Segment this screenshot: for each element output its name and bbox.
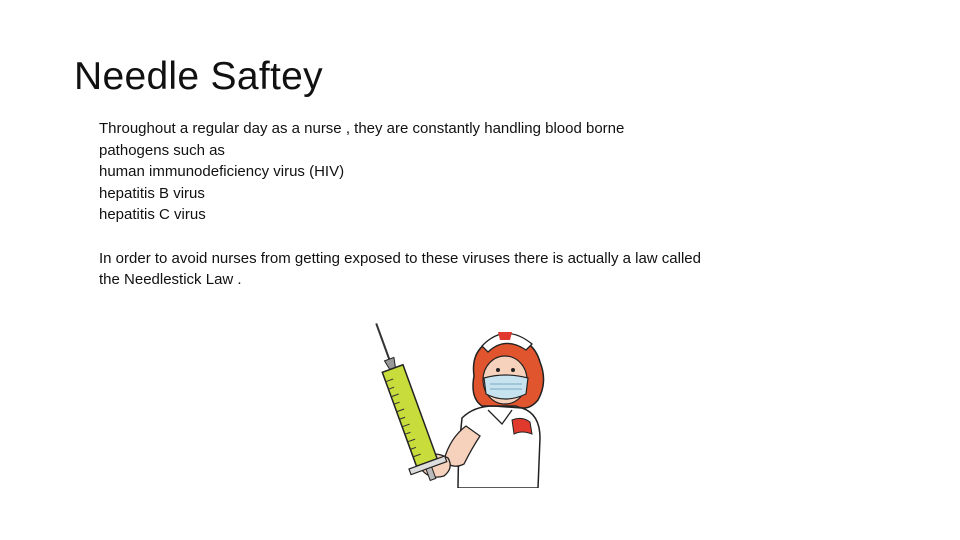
slide-body (99, 118, 719, 291)
body-line: Throughout a regular day as a nurse , they are constantly handling blood borne (99, 120, 625, 137)
nurse-with-syringe-icon (362, 318, 562, 488)
slide-title: Needle Saftey (74, 55, 323, 98)
nurse-armband (512, 418, 532, 434)
body-line: hepatitis B virus (99, 184, 205, 202)
syringe-icon (362, 318, 451, 486)
nurse-mask (484, 375, 528, 399)
body-line: pathogens such as (99, 141, 225, 159)
body-line: human immunodeficiency virus (HIV) (99, 163, 345, 180)
needlestick-law-paragraph: In order to avoid nurses from getting exposed to these viruses there is actually a law called the Needlestick Law . (99, 249, 701, 288)
body-line: hepatitis C virus (99, 206, 206, 223)
